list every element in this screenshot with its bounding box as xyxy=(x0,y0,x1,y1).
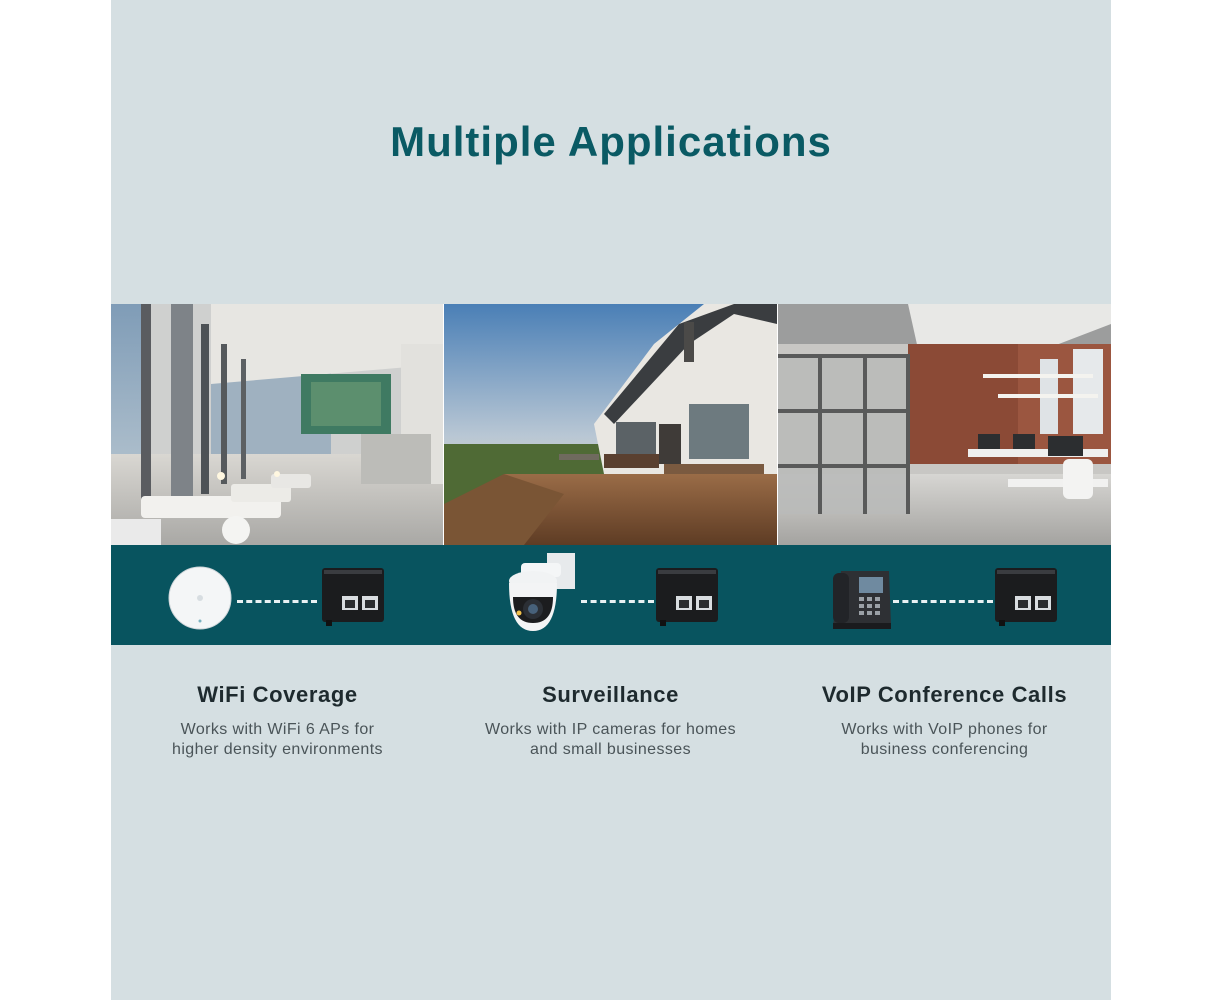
application-title: VoIP Conference Calls xyxy=(821,682,1068,707)
description-line: business conferencing xyxy=(860,741,1029,758)
description-line: Works with IP cameras for homes xyxy=(485,721,736,738)
connection-line xyxy=(581,600,654,603)
application-surveillance xyxy=(444,682,777,760)
description-line: Works with VoIP phones for xyxy=(841,721,1048,738)
application-description xyxy=(778,720,1111,760)
connection-line xyxy=(237,600,317,603)
page-title: Multiple Applications xyxy=(390,118,832,165)
description-line: and small businesses xyxy=(530,741,691,758)
application-title: WiFi Coverage xyxy=(197,682,358,707)
house-terrace-photo xyxy=(443,304,777,545)
ip-phone-icon xyxy=(829,565,893,636)
device-connection-band xyxy=(111,545,1111,645)
poe-injector-icon xyxy=(993,564,1059,631)
poe-injector-icon xyxy=(654,564,720,631)
description-line: Works with WiFi 6 APs for xyxy=(180,721,375,738)
ceiling-access-point-icon xyxy=(167,565,233,636)
content-panel xyxy=(111,0,1111,1000)
poe-injector-icon xyxy=(320,564,386,631)
ptz-camera-icon xyxy=(501,551,581,642)
application-description xyxy=(111,720,444,760)
connection-line xyxy=(893,600,993,603)
luxury-lobby-photo xyxy=(111,304,443,545)
application-voip-conference-calls xyxy=(778,682,1111,760)
description-line: higher density environments xyxy=(172,741,383,758)
application-wifi-coverage xyxy=(111,682,444,760)
application-title: Surveillance xyxy=(542,682,679,707)
open-office-photo xyxy=(777,304,1111,545)
application-description xyxy=(444,720,777,760)
application-photos xyxy=(111,304,1111,545)
